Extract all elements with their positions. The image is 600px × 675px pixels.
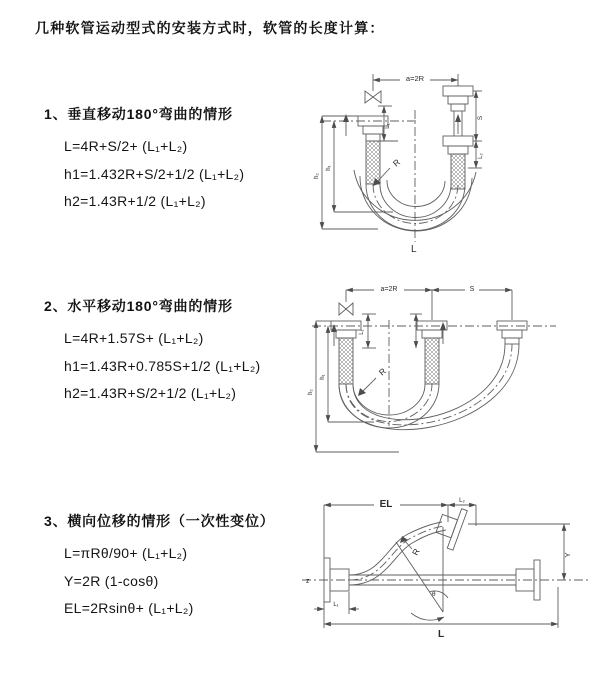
displaced-flange bbox=[432, 503, 467, 550]
formula-L: L=πRθ/90+ (L₁+L₂) bbox=[64, 545, 188, 561]
dim-label-r: R bbox=[390, 156, 402, 169]
formula-L: L=4R+S/2+ (L₁+L₂) bbox=[64, 138, 188, 154]
formula-L: L=4R+1.57S+ (L₁+L₂) bbox=[64, 330, 204, 346]
diagram-vertical-180-bend bbox=[308, 64, 566, 262]
dim-label-h1: h₁ bbox=[326, 165, 332, 171]
dim-label-l1: L₁ bbox=[359, 329, 365, 335]
dim-label-r: R bbox=[409, 546, 422, 557]
dim-label-h1: h₁ bbox=[320, 374, 326, 380]
dim-label-z: z bbox=[306, 578, 310, 585]
dim-label-r: R bbox=[376, 365, 388, 378]
section-vertical-bend bbox=[44, 104, 244, 216]
formula-Y: Y=2R (1-cosθ) bbox=[64, 572, 159, 589]
dim-label-y: Y bbox=[563, 552, 572, 558]
dim-label-h2: h₂ bbox=[314, 173, 320, 179]
right-flange-fitting bbox=[497, 321, 527, 344]
diagram-lateral-displacement bbox=[296, 492, 600, 644]
section-lateral-shift bbox=[44, 511, 275, 623]
page-title: 几种软管运动型式的安装方式时，软管的长度计算： bbox=[35, 20, 385, 36]
formula-h1: h1=1.43R+0.785S+1/2 (L₁+L₂) bbox=[64, 357, 261, 374]
valve-icon bbox=[365, 91, 381, 103]
right-flange-fitting bbox=[443, 86, 473, 189]
left-flange-fitting bbox=[358, 116, 388, 184]
formula-h2: h2=1.43R+S/2+1/2 (L₁+L₂) bbox=[64, 385, 237, 401]
formula-EL: EL=2Rsinθ+ (L₁+L₂) bbox=[64, 600, 194, 616]
formula-h2: h2=1.43R+1/2 (L₁+L₂) bbox=[64, 193, 206, 209]
section-3-heading: 3、横向位移的情形（一次性变位） bbox=[44, 513, 275, 529]
formula-h1: h1=1.432R+S/2+1/2 (L₁+L₂) bbox=[64, 165, 245, 182]
diagram-horizontal-180-bend bbox=[304, 276, 568, 468]
dim-label-s: S bbox=[469, 286, 475, 293]
middle-flange-fitting bbox=[417, 321, 447, 384]
dim-label-l: L bbox=[411, 244, 417, 255]
section-horizontal-bend bbox=[44, 296, 261, 408]
dim-label-l2: L₂ bbox=[459, 498, 465, 504]
dim-label-theta: θ bbox=[432, 591, 436, 598]
dim-label-el: EL bbox=[379, 499, 393, 510]
dim-label-l1: L₁ bbox=[385, 123, 391, 129]
dim-label-s: S bbox=[477, 115, 484, 121]
section-2-heading: 2、水平移动180°弯曲的情形 bbox=[44, 298, 233, 314]
section-1-heading: 1、垂直移动180°弯曲的情形 bbox=[44, 106, 233, 122]
dim-label-a2r: a=2R bbox=[380, 286, 398, 293]
dim-label-l: L bbox=[437, 629, 445, 640]
dim-label-l2: L₂ bbox=[478, 153, 484, 159]
dim-label-l1: L₁ bbox=[333, 602, 339, 608]
dim-label-a2r: a=2R bbox=[405, 74, 425, 83]
dim-label-h2: h₂ bbox=[308, 389, 314, 395]
valve-icon bbox=[339, 303, 353, 315]
